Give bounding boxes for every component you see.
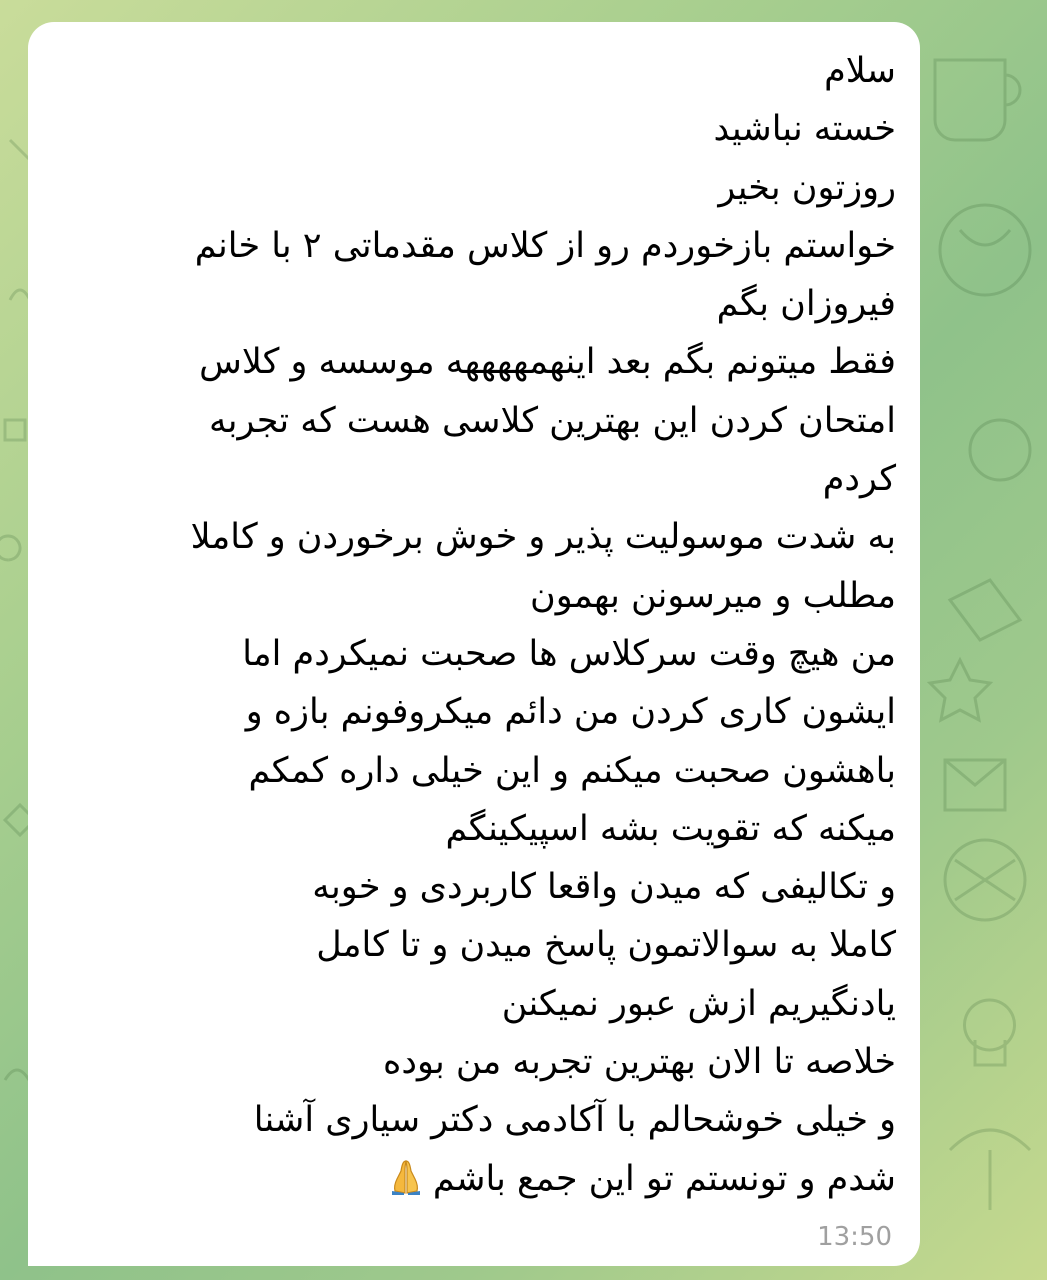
- message-line: کردم: [822, 459, 896, 500]
- message-text: [46, 42, 896, 1208]
- message-line: ایشون کاری کردن من دائم میکروفونم بازه و: [245, 692, 896, 733]
- message-line: یادنگیریم ازش عبور نمیکنن: [501, 983, 896, 1024]
- folded-hands-icon: [389, 1157, 423, 1195]
- message-timestamp: 13:50: [817, 1222, 892, 1252]
- message-line: کاملا به سوالاتمون پاسخ میدن و تا کامل: [316, 925, 896, 966]
- message-line: باهشون صحبت میکنم و این خیلی داره کمکم: [248, 750, 896, 791]
- bubble-tail: [36, 1230, 66, 1252]
- message-line: فیروزان بگم: [716, 284, 896, 325]
- message-line-last: [46, 1150, 896, 1208]
- message-line: خسته نباشید: [713, 109, 896, 150]
- message-line: امتحان کردن این بهترین کلاسی هست که تجربه: [208, 400, 896, 441]
- message-line: خواستم بازخوردم رو از کلاس مقدماتی ۲ با خانم: [194, 225, 896, 266]
- message-line: مطلب و میرسونن بهمون: [530, 575, 896, 616]
- message-line: خلاصه تا الان بهترین تجربه من بوده: [383, 1042, 896, 1083]
- message-line: به شدت موسولیت پذیر و خوش برخوردن و کاملا: [190, 517, 896, 558]
- message-line: میکنه که تقویت بشه اسپیکینگم: [445, 808, 896, 849]
- message-line: سلام: [824, 51, 896, 91]
- message-line-text: شدم و تونستم تو این جمع باشم: [432, 1158, 896, 1199]
- message-bubble[interactable]: [28, 22, 920, 1266]
- message-line: من هیچ وقت سرکلاس ها صحبت نمیکردم اما: [242, 633, 896, 674]
- message-line: و تکالیفی که میدن واقعا کاربردی و خوبه: [312, 867, 896, 908]
- message-line: و خیلی خوشحالم با آکادمی دکتر سیاری آشنا: [253, 1100, 896, 1141]
- message-line: فقط میتونم بگم بعد اینهمههههه موسسه و کلاس: [199, 342, 896, 383]
- message-line: روزتون بخیر: [718, 167, 896, 208]
